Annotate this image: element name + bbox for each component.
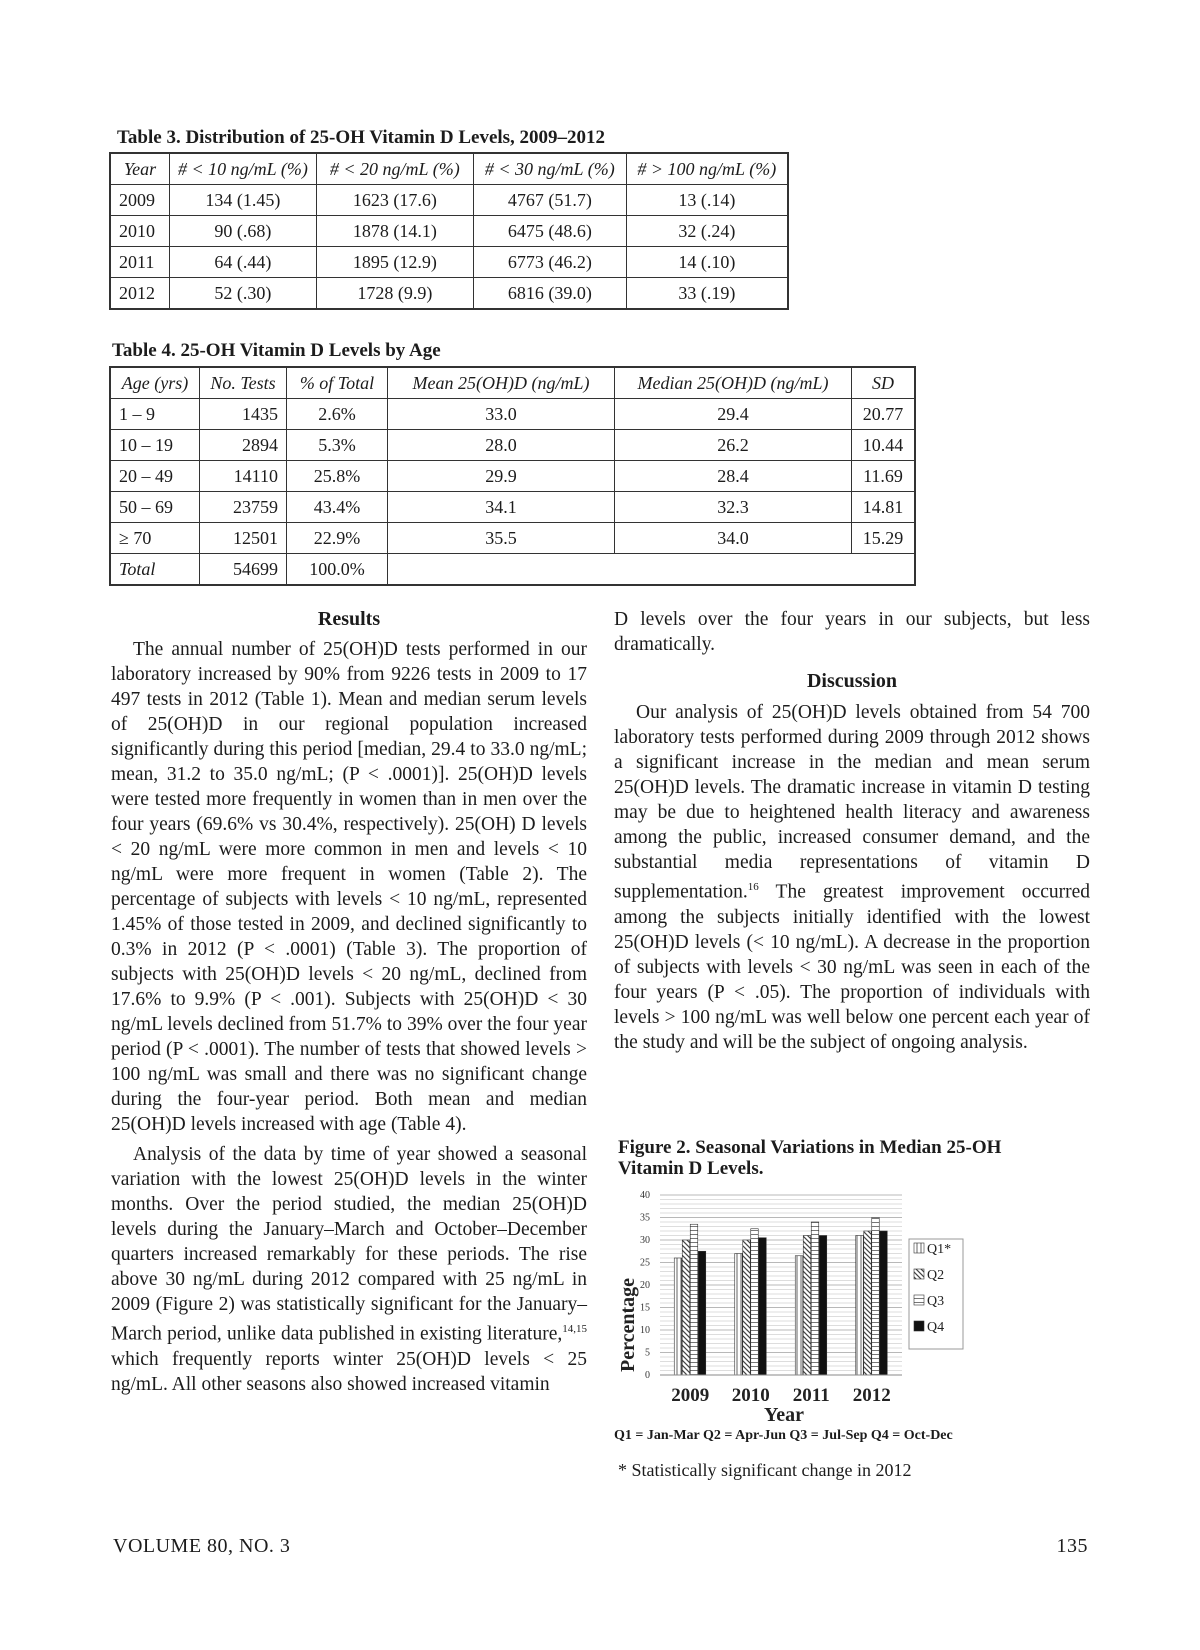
table4-cell: ≥ 70: [110, 523, 200, 554]
figure2-significance-note: * Statistically significant change in 2012: [618, 1460, 912, 1480]
table3-cell: 6816 (39.0): [473, 278, 626, 310]
table-row: [110, 492, 915, 523]
table4-cell: 34.0: [615, 523, 852, 554]
table4-header-cell: Age (yrs): [110, 367, 200, 399]
table4-cell: 20 – 49: [110, 461, 200, 492]
table4-cell: 15.29: [852, 523, 916, 554]
chart-legend: [909, 1239, 963, 1349]
table4-header-cell: SD: [852, 367, 916, 399]
table-row: [110, 523, 915, 554]
chart-legend-swatch: [914, 1243, 924, 1253]
chart-bar: [819, 1236, 827, 1376]
chart-y-tick-label: 15: [640, 1302, 650, 1314]
table4-cell: 33.0: [388, 399, 615, 430]
table3-cell: 13 (.14): [626, 185, 788, 216]
table3-header-row: [110, 153, 788, 185]
table4-cell: 43.4%: [287, 492, 388, 523]
chart-bar: [759, 1238, 767, 1375]
chart-bars: [660, 1218, 902, 1376]
table-row: [110, 461, 915, 492]
table-row: [110, 430, 915, 461]
table4: [109, 366, 916, 586]
table4-cell: 26.2: [615, 430, 852, 461]
table4-total-cell: 100.0%: [287, 554, 388, 586]
chart-legend-swatch: [914, 1269, 924, 1279]
table3-cell: 52 (.30): [170, 278, 317, 310]
table3-cell: 2009: [110, 185, 170, 216]
chart-legend-swatch: [914, 1321, 924, 1331]
table4-blank-cell: [852, 554, 916, 586]
table4-caption: Table 4. 25-OH Vitamin D Levels by Age: [112, 340, 441, 361]
table-row: [110, 247, 788, 278]
table4-blank-cell: [388, 554, 615, 586]
table3-caption: Table 3. Distribution of 25-OH Vitamin D Levels, 2009–2012: [117, 127, 606, 148]
table3-cell: 90 (.68): [170, 216, 317, 247]
table3-cell: 1878 (14.1): [316, 216, 473, 247]
table3-cell: 4767 (51.7): [473, 185, 626, 216]
discussion-heading: Discussion: [806, 670, 898, 692]
table4-cell: 28.4: [615, 461, 852, 492]
table4-cell: 28.0: [388, 430, 615, 461]
table3-header-cell: # < 20 ng/mL (%): [316, 153, 473, 185]
chart-legend-swatch: [914, 1295, 924, 1305]
table4-cell: 12501: [200, 523, 287, 554]
chart-y-tick-label: 40: [640, 1190, 650, 1201]
discussion-paragraph-1-end: The greatest improvement occurred among the subjects initially identified with the lowest 25(OH)D levels (< 10 ng/mL). A decrease in the proportion of subjects with levels < 30 ng/mL was seen in each of the four years (P < .05). The proportion of individuals with levels > 100 ng/mL was well below one percent each year of the study and will be the subject of ongoing analysis.: [614, 881, 1090, 1053]
table4-cell: 32.3: [615, 492, 852, 523]
chart-x-labels: [671, 1385, 891, 1406]
chart-legend-label: Q1*: [927, 1242, 952, 1257]
table4-total-label: Total: [110, 554, 200, 586]
chart-y-tick-label: 25: [640, 1257, 650, 1269]
chart-bar: [795, 1256, 803, 1375]
table4-cell: 20.77: [852, 399, 916, 430]
chart-bar: [811, 1222, 819, 1375]
chart-x-tick-label: 2010: [731, 1385, 770, 1406]
chart-y-tick-label: 10: [640, 1325, 650, 1336]
table3-cell: 33 (.19): [626, 278, 788, 310]
table4-cell: 22.9%: [287, 523, 388, 554]
chart-bar: [751, 1229, 759, 1375]
table3-cell: 6475 (48.6): [473, 216, 626, 247]
results-column: [111, 637, 587, 1397]
footer-volume: VOLUME 80, NO. 3: [113, 1535, 291, 1557]
table4-total-cell: 54699: [200, 554, 287, 586]
figure2-quarter-key: Q1 = Jan-Mar Q2 = Apr-Jun Q3 = Jul-Sep Q4 = Oct-Dec: [614, 1428, 953, 1443]
table-row: [110, 399, 915, 430]
chart-legend-label: Q3: [927, 1294, 945, 1309]
results-continuation: [614, 607, 1090, 657]
table3-cell: 2012: [110, 278, 170, 310]
chart-legend-label: Q2: [927, 1268, 945, 1283]
chart-y-tick-label: 5: [645, 1347, 650, 1359]
table4-cell: 10 – 19: [110, 430, 200, 461]
citation-superscript: 14,15: [562, 1323, 587, 1335]
table4-cell: 14.81: [852, 492, 916, 523]
table4-cell: 5.3%: [287, 430, 388, 461]
table4-cell: 14110: [200, 461, 287, 492]
table3-cell: 1623 (17.6): [316, 185, 473, 216]
table4-cell: 50 – 69: [110, 492, 200, 523]
table4-cell: 29.9: [388, 461, 615, 492]
table3: [109, 152, 789, 310]
chart-x-tick-label: 2012: [852, 1385, 891, 1406]
table4-cell: 1 – 9: [110, 399, 200, 430]
figure2-caption: Figure 2. Seasonal Variations in Median 25-OH Vitamin D Levels.: [618, 1137, 1002, 1179]
table-row: [110, 185, 788, 216]
chart-bar: [735, 1254, 743, 1376]
table3-cell: 2011: [110, 247, 170, 278]
table4-header-cell: Mean 25(OH)D (ng/mL): [388, 367, 615, 399]
chart-bar: [743, 1240, 751, 1375]
table4-cell: 1435: [200, 399, 287, 430]
table4-cell: 23759: [200, 492, 287, 523]
table3-header-cell: # < 30 ng/mL (%): [473, 153, 626, 185]
chart-x-tick-label: 2009: [671, 1385, 710, 1406]
results-paragraph-2-text: Analysis of the data by time of year showed a seasonal variation with the lowest 25(OH)D levels in the winter months. Over the period studied, the median 25(OH)D levels during the January–March and October–December quarters increased remarkably for these periods. The rise above 30 ng/mL during 2012 compared with 25 ng/mL in 2009 (Figure 2) was statistically significant for the January–March period, unlike data published in existing literature,: [111, 1144, 587, 1345]
table-row-total: [110, 554, 915, 586]
chart-x-tick-label: 2011: [792, 1385, 830, 1406]
results-heading: Results: [317, 608, 381, 630]
discussion-column: [614, 700, 1090, 1055]
table4-cell: 10.44: [852, 430, 916, 461]
table4-cell: 25.8%: [287, 461, 388, 492]
chart-bar: [872, 1218, 880, 1376]
table4-cell: 35.5: [388, 523, 615, 554]
footer-page-number: 135: [1056, 1535, 1088, 1557]
chart-y-ticks: [640, 1190, 650, 1381]
chart-bar: [856, 1236, 864, 1376]
table4-header-row: [110, 367, 915, 399]
table4-cell: 29.4: [615, 399, 852, 430]
chart-y-axis-title: Percentage: [617, 1277, 639, 1373]
table3-header-cell: # > 100 ng/mL (%): [626, 153, 788, 185]
table4-header-cell: % of Total: [287, 367, 388, 399]
table3-cell: 1895 (12.9): [316, 247, 473, 278]
chart-bar: [880, 1231, 888, 1375]
table4-blank-cell: [615, 554, 852, 586]
chart-x-axis-title: Year: [764, 1404, 804, 1425]
chart-bar: [674, 1258, 682, 1375]
chart-bar: [864, 1231, 872, 1375]
chart-y-tick-label: 30: [640, 1235, 650, 1246]
results-paragraph-1: The annual number of 25(OH)D tests performed in our laboratory increased by 90% from 9226 tests in 2009 to 17 497 tests in 2012 (Table 1). Mean and median serum levels of 25(OH)D in our regional population increased significantly during this period [median, 29.4 to 33.0 ng/mL; mean, 31.2 to 35.0 ng/mL; (P < .0001)]. 25(OH)D levels were tested more frequently in women than in men over the four years (69.6% vs 30.4%, respectively). 25(OH) D levels < 20 ng/mL were more common in men and levels < 10 ng/mL were more frequent in women (Table 2). The percentage of subjects with levels < 10 ng/mL, represented 1.45% of those tested in 2009, and declined significantly to 0.3% in 2012 (P < .0001) (Table 3). The proportion of subjects with 25(OH)D levels < 20 ng/mL, declined from 17.6% to 9.9% (P < .001). Subjects with 25(OH)D < 30 ng/mL levels declined from 51.7% to 39% over the four year period (P < .0001). The number of tests that showed levels > 100 ng/mL was small and there was no significant change during the four-year period. Both mean and median 25(OH)D levels increased with age (Table 4).: [111, 639, 587, 1135]
table3-cell: 32 (.24): [626, 216, 788, 247]
table-row: [110, 278, 788, 310]
results-paragraph-2: [111, 1142, 587, 1397]
results-paragraph-3: D levels over the four years in our subjects, but less dramatically.: [614, 609, 1090, 655]
table4-header-cell: No. Tests: [200, 367, 287, 399]
discussion-paragraph-1: [614, 700, 1090, 1055]
table4-header-cell: Median 25(OH)D (ng/mL): [615, 367, 852, 399]
chart-y-tick-label: 0: [645, 1370, 650, 1381]
chart-y-tick-label: 20: [640, 1280, 650, 1291]
chart-y-tick-label: 35: [640, 1212, 650, 1224]
table-row: [110, 216, 788, 247]
table3-cell: 134 (1.45): [170, 185, 317, 216]
chart-legend-label: Q4: [927, 1320, 945, 1335]
table3-header-cell: Year: [110, 153, 170, 185]
figure2-chart: [612, 1185, 1012, 1425]
table3-cell: 2010: [110, 216, 170, 247]
chart-bar: [698, 1251, 706, 1375]
chart-bar: [682, 1240, 690, 1375]
chart-bar: [690, 1224, 698, 1375]
table3-cell: 1728 (9.9): [316, 278, 473, 310]
results-paragraph-2-end: which frequently reports winter 25(OH)D levels < 25 ng/mL. All other seasons also showed increased vitamin: [111, 1348, 587, 1395]
chart-bar: [803, 1236, 811, 1376]
table4-cell: 2894: [200, 430, 287, 461]
citation-superscript: 16: [747, 881, 759, 893]
table4-cell: 11.69: [852, 461, 916, 492]
discussion-paragraph-1-text: Our analysis of 25(OH)D levels obtained from 54 700 laboratory tests performed during 2009 through 2012 shows a significant increase in the median and mean serum 25(OH)D levels. The dramatic increase in vitamin D testing may be due to heightened health literacy and awareness among the public, increased consumer demand, and the substantial media representations of vitamin D supplementation.: [614, 702, 1090, 903]
table3-cell: 64 (.44): [170, 247, 317, 278]
table3-cell: 6773 (46.2): [473, 247, 626, 278]
table3-header-cell: # < 10 ng/mL (%): [170, 153, 317, 185]
table4-cell: 2.6%: [287, 399, 388, 430]
table4-cell: 34.1: [388, 492, 615, 523]
table3-cell: 14 (.10): [626, 247, 788, 278]
